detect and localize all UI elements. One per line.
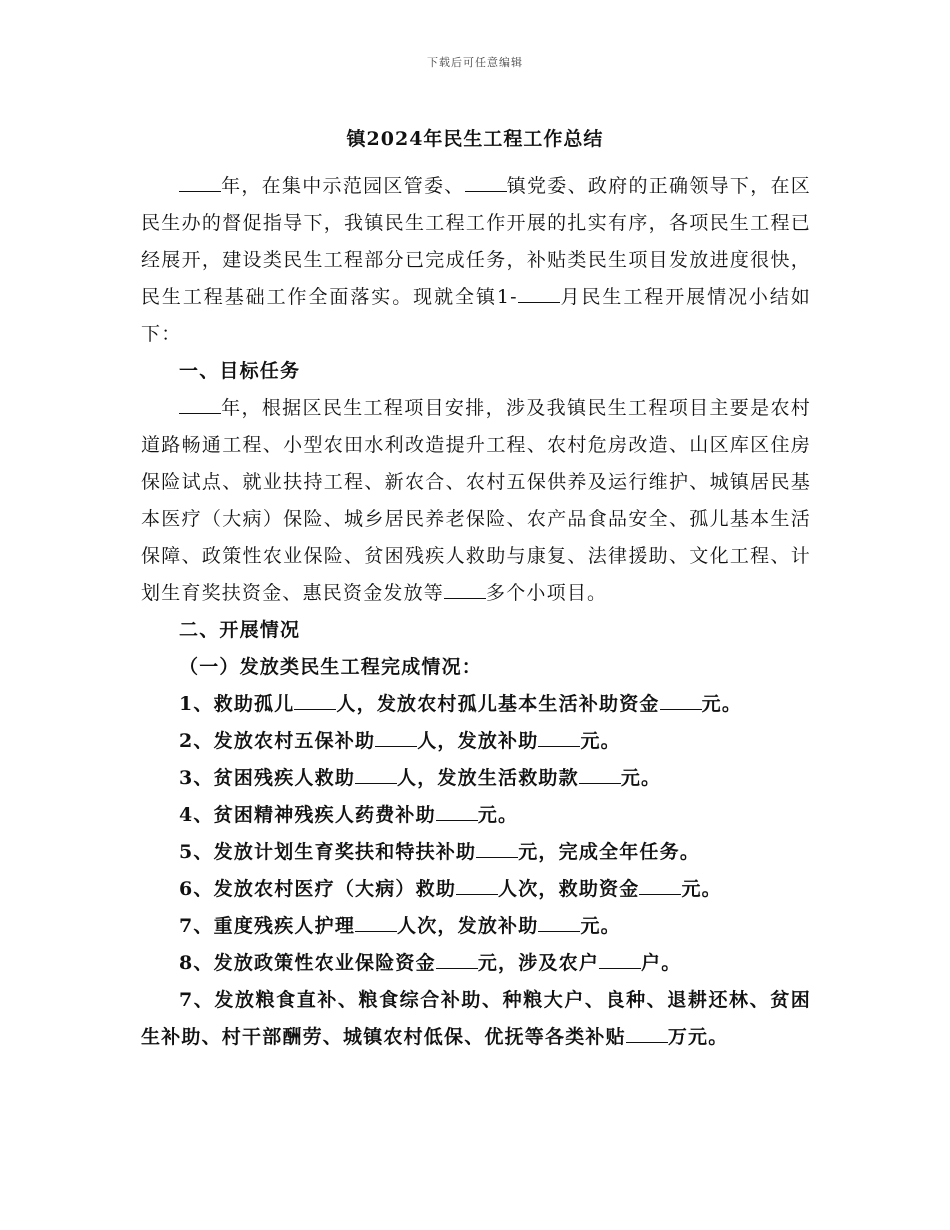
section-paragraph: 5、发放计划生育奖扶和特扶补助 元，完成全年任务。 xyxy=(179,841,701,863)
section-paragraph: 6、发放农村医疗（大病）救助 人次，救助资金 元。 xyxy=(179,878,722,900)
page-header: 下载后可任意编辑 xyxy=(427,56,523,69)
fill-in-blank xyxy=(538,917,580,932)
fill-in-blank xyxy=(436,806,478,821)
fill-in-blank xyxy=(179,177,221,192)
fill-in-blank xyxy=(518,288,560,303)
fill-in-blank xyxy=(465,177,507,192)
fill-in-blank xyxy=(444,584,486,599)
section-paragraph: 2、发放农村五保补助 人，发放补助 元。 xyxy=(179,730,621,752)
fill-in-blank xyxy=(456,880,498,895)
section-paragraph: 4、贫困精神残疾人药费补助 元。 xyxy=(179,804,519,826)
fill-in-blank xyxy=(538,732,580,747)
section-paragraph: 8、发放政策性农业保险资金 元，涉及农户 户。 xyxy=(179,952,682,974)
fill-in-blank xyxy=(626,1028,668,1043)
section-paragraph: 二、开展情况 xyxy=(179,619,301,641)
fill-in-blank xyxy=(599,954,641,969)
fill-in-blank xyxy=(660,695,702,710)
body-paragraph: 年，根据区民生工程项目安排，涉及我镇民生工程项目主要是农村道路畅通工程、小型农田水利改造提升工程、农村危房改造、山区库区住房保险试点、就业扶持工程、新农合、农村五保供养及运行维护、城镇居民基本医疗（大病）保险、城乡居民养老保险、农产品食品安全、孤儿基本生活保障、政策性农业保险、贫困残疾人救助与康复、法律援助、文化工程、计划生育奖扶资金、惠民资金发放等 多个小项目。 xyxy=(141,397,811,604)
section-paragraph: 一、目标任务 xyxy=(179,360,301,382)
document-body xyxy=(141,168,811,1056)
body-paragraph: 年，在集中示范园区管委、 镇党委、政府的正确领导下，在区民生办的督促指导下，我镇民生工程工作开展的扎实有序，各项民生工程已经展开，建设类民生工程部分已完成任务，补贴类民生项目发放进度很快，民生工程基础工作全面落实。现就全镇1- 月民生工程开展情况小结如下： xyxy=(141,175,812,345)
fill-in-blank xyxy=(639,880,681,895)
fill-in-blank xyxy=(179,399,221,414)
fill-in-blank xyxy=(355,917,397,932)
fill-in-blank xyxy=(436,954,478,969)
section-paragraph: 7、发放粮食直补、粮食综合补助、种粮大户、良种、退耕还林、贫困生补助、村干部酬劳、城镇农村低保、优抚等各类补贴 万元。 xyxy=(141,989,811,1048)
fill-in-blank xyxy=(355,769,397,784)
page-title: 镇2024年民生工程工作总结 xyxy=(346,128,604,150)
section-paragraph: （一）发放类民生工程完成情况： xyxy=(179,656,483,678)
fill-in-blank xyxy=(294,695,336,710)
section-paragraph: 7、重度残疾人护理 人次，发放补助 元。 xyxy=(179,915,621,937)
section-paragraph: 3、贫困残疾人救助 人，发放生活救助款 元。 xyxy=(179,767,662,789)
fill-in-blank xyxy=(579,769,621,784)
fill-in-blank xyxy=(476,843,518,858)
fill-in-blank xyxy=(375,732,417,747)
section-paragraph: 1、救助孤儿 人，发放农村孤儿基本生活补助资金 元。 xyxy=(179,693,743,715)
